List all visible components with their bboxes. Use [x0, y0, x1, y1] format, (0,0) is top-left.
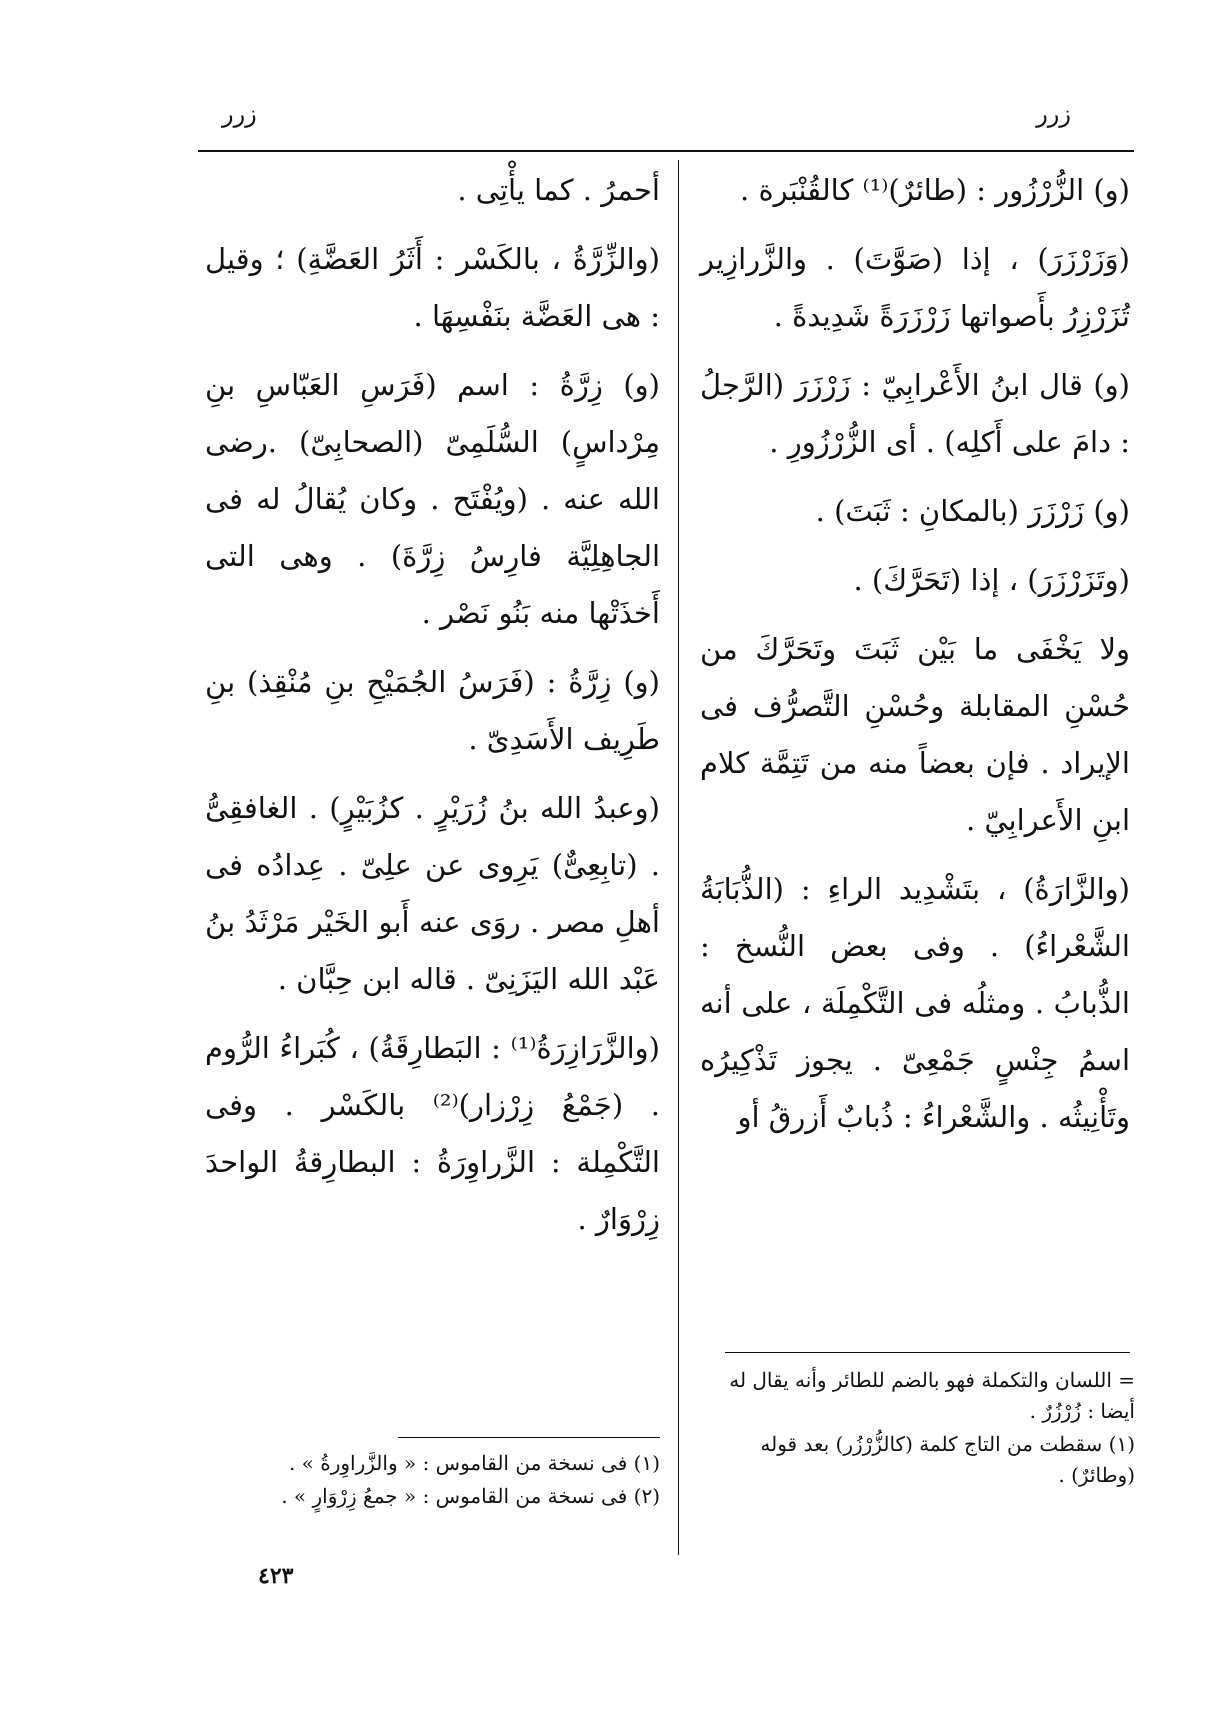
footnote: (١) سقطت من التاج كلمة (كالزُّرْزُر) بعد قوله (وطائرٌ) .: [760, 1432, 1135, 1487]
footnotes-right: [725, 1365, 1135, 1493]
entry-paragraph: أحمرُ . كما يأْتِى .: [457, 173, 660, 207]
page-number: ٤٢٣: [258, 1563, 294, 1589]
header-rule: [198, 150, 1134, 152]
entry-paragraph: (و) زَرْزَرَ (بالمكانِ : ثَبَتَ) .: [815, 494, 1130, 528]
footnote-rule-left: [398, 1437, 660, 1438]
running-header-right: زرر: [1036, 100, 1071, 128]
entry-paragraph: (و) زِرَّةُ : (فَرَسُ الجُمَيْحِ بنِ مُنْقِذ) بنِ طَرِيف الأَسَدِىّ .: [205, 665, 660, 756]
footnote: = اللسان والتكملة فهو بالضم للطائر وأنه يقال له أيضا : زُرْزُرٌ .: [729, 1368, 1135, 1423]
left-column: [205, 162, 660, 1260]
entry-paragraph: (و) قال ابنُ الأَعْرابِيّ : زَرْزَرَ (الرَّجلُ : دامَ على أَكلِه) . أى الزُّرْزُورِ .: [700, 368, 1130, 459]
entry-paragraph: (وعبدُ الله بنُ زُرَيْرٍ . كزُبَيْرٍ) . الغافقِىُّ . (تابِعِىٌّ) يَرِوى عن علِىّ . عِدادُه فى أهلِ مصر . روَى عنه أَبو الخَيْر مَرْثَدُ بنُ عَبْد الله اليَزَنِىّ . قاله ابن حِبَّان .: [205, 791, 660, 996]
entry-paragraph: (و) الزُّرْزُور : (طائرٌ)⁽¹⁾ كالقُنْبَرة .: [740, 173, 1130, 207]
entry-paragraph: (والزِّرَّةُ ، بالكَسْر : أَثَرُ العَضَّةِ) ؛ وقيل : هى العَضَّة بنَفْسِهَا .: [205, 242, 660, 333]
column-divider: [678, 160, 679, 1555]
right-column: [700, 162, 1130, 1158]
entry-paragraph: (وتَزَرْزَرَ) ، إذا (تَحَرَّكَ) .: [853, 563, 1130, 597]
footnote: (٢) فى نسخة من القاموس : « جمعُ زِرْوَارٍ » .: [281, 1484, 660, 1508]
entry-paragraph: (و) زِرَّةُ : اسم (فَرَسِ العَبّاسِ بنِ مِرْداسٍ) السُّلَمِىّ (الصحابِىّ) .رضى الله عنه . (ويُفْتَح . وكان يُقالُ له فى الجاهِلِيَّة فارِسُ زِرَّةَ) . وهى التى أَخذَتْها منه بَنُو نَصْر .: [205, 368, 660, 630]
footnotes-left: [205, 1448, 660, 1514]
entry-paragraph: (والزَّارَةُ) ، بتَشْدِيد الراءِ : (الذُّبَابَةُ الشَّعْراءُ) . وفى بعض النُّسخ : الذُّبابُ . ومثلُه فى التَّكْمِلَة ، على أنه اسمُ جِنْسٍ جَمْعِىّ . يجوز تَذْكِيرُه وتَأْنِيثُه . والشَّعْراءُ : ذُبابٌ أَزرقُ أو: [700, 872, 1130, 1134]
entry-paragraph: ولا يَخْفَى ما بَيْن ثَبَتَ وتَحَرَّكَ من حُسْنِ المقابلة وحُسْنِ التَّصرُّف فى الإيراد . فإن بعضاً منه من تَتِمَّة كلام ابنِ الأَعرابِيّ .: [700, 632, 1130, 837]
entry-paragraph: (وَزَرْزَرَ) ، إذا (صَوَّتَ) . والزَّرازِير تُزَرْزِرُ بأَصواتها زَرْزَرَةً شَدِيدةً .: [700, 242, 1130, 333]
entry-paragraph: (والزَّرَازِرَةُ⁽¹⁾ : البَطارِقَةُ) ، كُبَراءُ الرُّوم . (جَمْعُ زِرْزار)⁽²⁾ بالكَسْر . وفى التَّكْمِلة : الزَّراوِرَةُ : البطارِقةُ الواحدَ زِرْوَارٌ .: [205, 1031, 661, 1236]
footnote: (١) فى نسخة من القاموس : « والزَّراوِرةُ » .: [288, 1451, 660, 1475]
running-header-left: زرر: [222, 100, 257, 128]
footnote-rule-right: [725, 1352, 1130, 1353]
